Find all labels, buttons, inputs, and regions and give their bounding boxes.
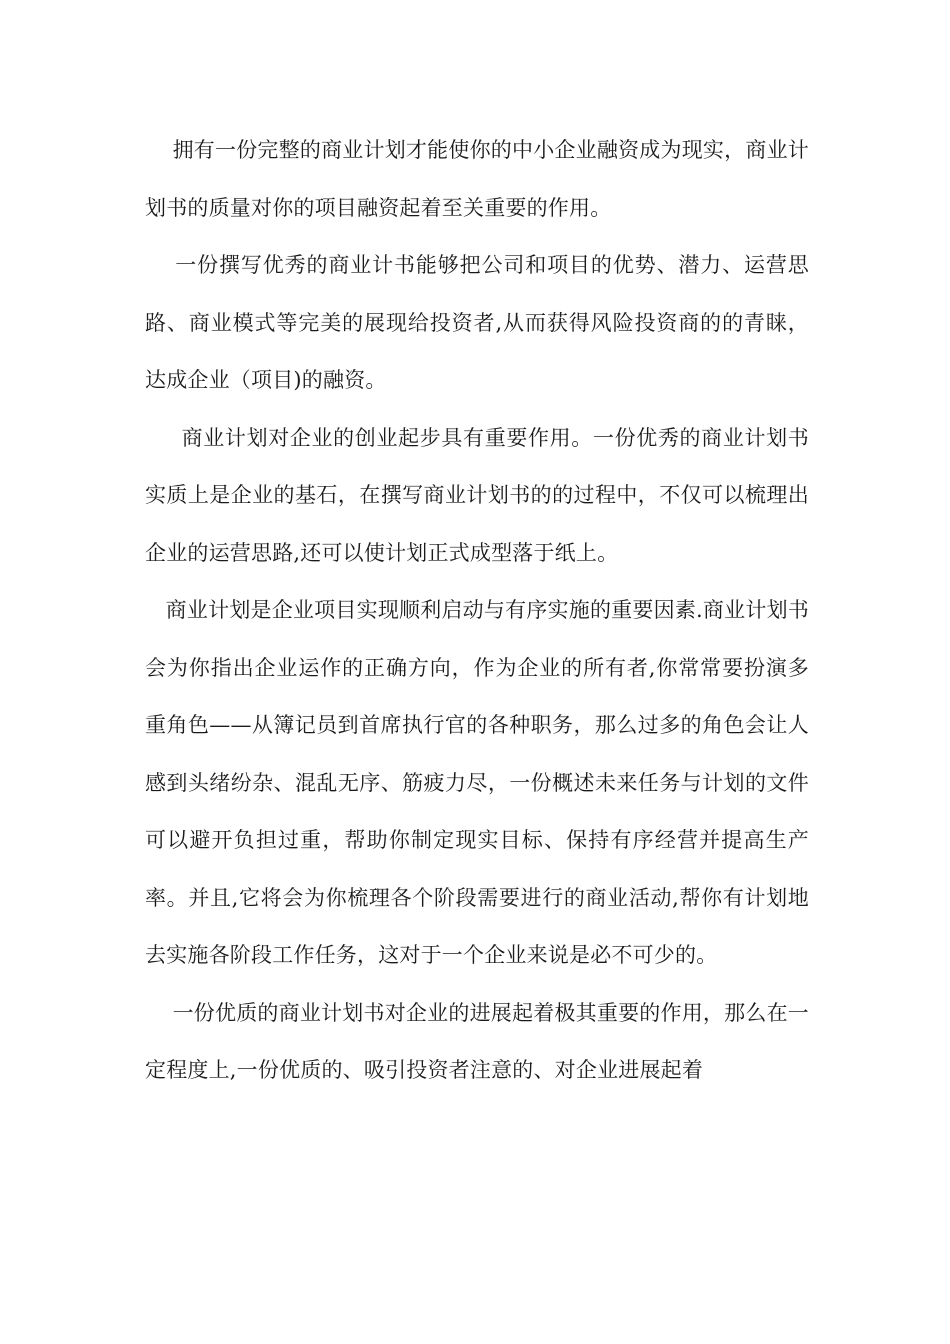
paragraph-4: 商业计划是企业项目实现顺利启动与有序实施的重要因素.商业计划书会为你指出企业运作的正确方向，作为企业的所有者,你常常要扮演多重角色——从簿记员到首席执行官的各种职务，那么过多的角色会让人感到头绪纷杂、混乱无序、筋疲力尽，一份概述未来任务与计划的文件可以避开负担过重，帮助你制定现实目标、保持有序经营并提高生产率。并且,它将会为你梳理各个阶段需要进行的商业活动,帮你有计划地去实施各阶段工作任务，这对于一个企业来说是必不可少的。 <box>145 598 809 967</box>
paragraph-2: 一份撰写优秀的商业计书能够把公司和项目的优势、潜力、运营思路、商业模式等完美的展现给投资者,从而获得风险投资商的的青睐，达成企业（项目)的融资。 <box>145 253 809 392</box>
paragraph-3: 商业计划对企业的创业起步具有重要作用。一份优秀的商业计划书实质上是企业的基石，在撰写商业计划书的的过程中，不仅可以梳理出企业的运营思路,还可以使计划正式成型落于纸上。 <box>145 425 809 565</box>
paragraph-1: 拥有一份完整的商业计划才能使你的中小企业融资成为现实，商业计划书的质量对你的项目融资起着至关重要的作用。 <box>145 138 809 220</box>
document-body <box>145 122 809 1100</box>
paragraph-5: 一份优质的商业计划书对企业的进展起着极其重要的作用，那么在一定程度上,一份优质的、吸引投资者注意的、对企业进展起着 <box>145 1000 809 1082</box>
